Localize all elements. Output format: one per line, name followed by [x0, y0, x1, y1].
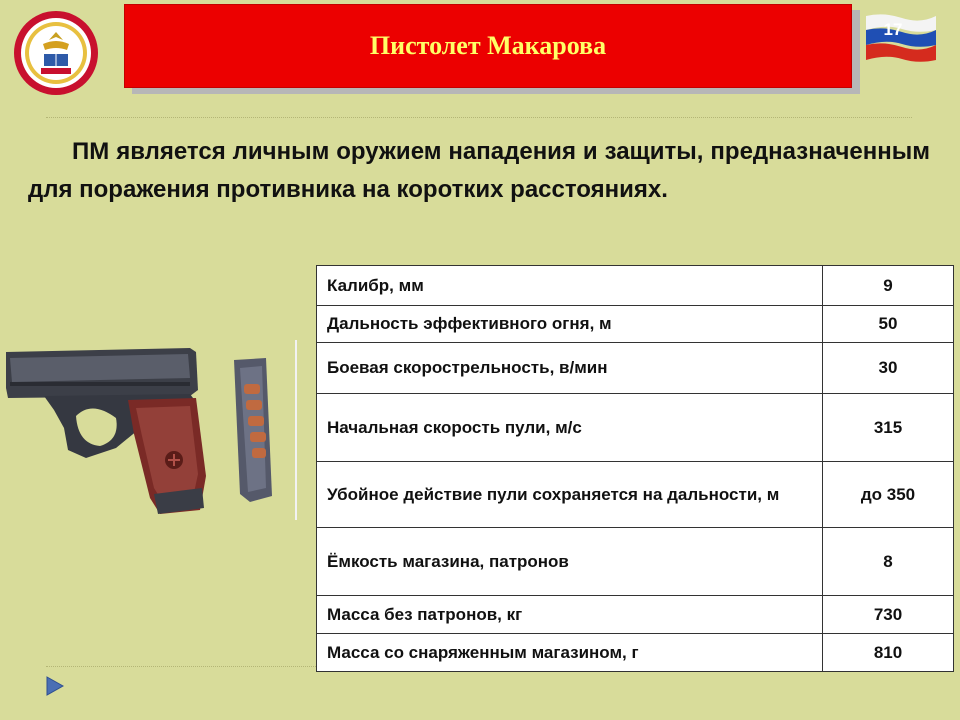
spec-label: Ёмкость магазина, патронов [317, 528, 823, 596]
table-row [317, 343, 954, 394]
spec-label: Убойное действие пули сохраняется на дальности, м [317, 462, 823, 528]
title-bar [124, 4, 852, 88]
specs-table [316, 265, 954, 672]
spec-value: 8 [823, 528, 954, 596]
page-title: Пистолет Макарова [369, 31, 607, 60]
spec-value: до 350 [823, 462, 954, 528]
triangle-right-icon[interactable] [46, 676, 64, 696]
spec-value: 730 [823, 596, 954, 634]
table-row [317, 394, 954, 462]
table-row [317, 528, 954, 596]
spec-value: 315 [823, 394, 954, 462]
spec-label: Боевая скорострельность, в/мин [317, 343, 823, 394]
intro-paragraph: ПМ является личным оружием нападения и защиты, предназначенным для поражения противника на коротких расстояниях. [28, 138, 930, 203]
spec-label: Масса со снаряженным магазином, г [317, 634, 823, 672]
spec-label: Начальная скорость пули, м/с [317, 394, 823, 462]
table-row [317, 462, 954, 528]
spec-label: Калибр, мм [317, 266, 823, 306]
emblem-icon [13, 10, 99, 96]
table-row [317, 306, 954, 343]
spec-value: 50 [823, 306, 954, 343]
spec-value: 9 [823, 266, 954, 306]
table-row [317, 596, 954, 634]
spec-value: 810 [823, 634, 954, 672]
spec-label: Дальность эффективного огня, м [317, 306, 823, 343]
table-row [317, 266, 954, 306]
spec-label: Масса без патронов, кг [317, 596, 823, 634]
page-number: 17 [883, 20, 903, 39]
top-divider [46, 117, 912, 118]
table-row [317, 634, 954, 672]
pistol-image [4, 338, 300, 524]
spec-value: 30 [823, 343, 954, 394]
